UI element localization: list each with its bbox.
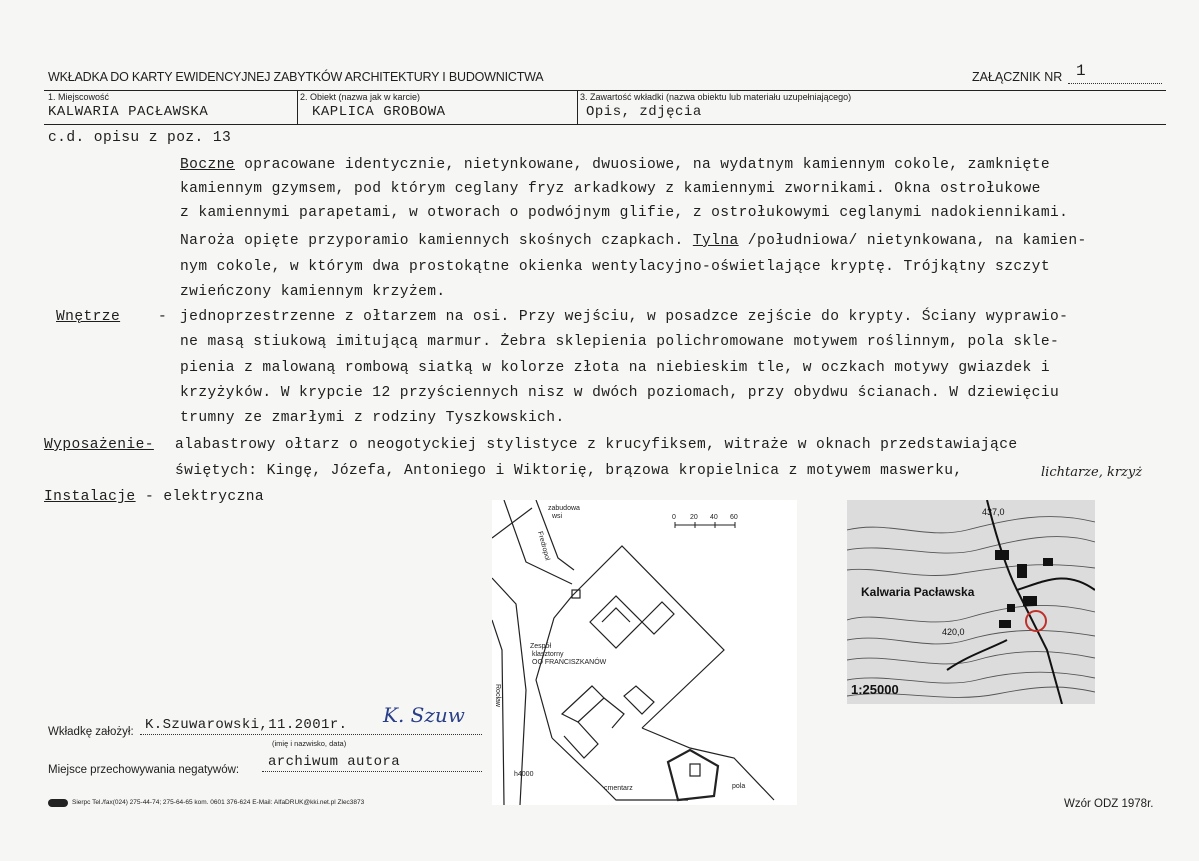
- created-by-label: Wkładkę założył:: [48, 726, 134, 738]
- object-value: KAPLICA GROBOWA: [312, 104, 446, 120]
- map-scale: 1:25000: [851, 682, 899, 697]
- wnetrze-line-3: pienia z malowaną rombową siatką w kolorze złota na niebieskim tle, w oczkach motywy gwiazdek i: [180, 360, 1050, 376]
- map-place-name: Kalwaria Pacławska: [861, 585, 975, 599]
- storage-value: archiwum autora: [268, 754, 401, 770]
- plan-scale-label: 20: [690, 514, 698, 521]
- field-box-bottom-line: [44, 124, 1166, 125]
- printer-logo-icon: [48, 799, 68, 807]
- map-building: [999, 620, 1011, 628]
- handwritten-addition: lichtarze, krzyż: [1041, 465, 1143, 480]
- plan-scale-label: 0: [672, 514, 676, 521]
- wyposazenie-line-1: alabastrowy ołtarz o neogotyckiej stylistyce z krucyfiksem, witraże w oknach przedstawiające: [175, 437, 1018, 453]
- created-by-value: K.Szuwarowski,11.2001r.: [145, 717, 348, 733]
- author-signature: K. Szuw: [383, 703, 465, 727]
- wnetrze-line-4: krzyżyków. W krypcie 12 przyściennych nisz w dwóch poziomach, przy obydwu ścianach. W dziewięciu: [180, 385, 1060, 401]
- plan-label-road-left: Rocław: [494, 684, 501, 707]
- boczne-text-1: opracowane identycznie, nietynkowane, dwuosiowe, na wydatnym kamiennym cokole, zamknięte: [234, 157, 1050, 173]
- object-label: 2. Obiekt (nazwa jak w karcie): [300, 92, 421, 102]
- attachment-dotted-line: [1068, 83, 1162, 84]
- wnetrze-line-1: jednoprzestrzenne z ołtarzem na osi. Przy wejściu, w posadzce zejście do krypty. Ściany wyprawio-: [180, 309, 1069, 325]
- storage-dotted-line: [262, 771, 482, 772]
- content-value: Opis, zdjęcia: [586, 104, 702, 120]
- plan-label-zabudowa: zabudowa: [548, 505, 580, 512]
- map-building: [995, 550, 1009, 560]
- tylna-heading: Tylna: [692, 233, 739, 249]
- plan-label-klasztorny: klasztorny: [532, 651, 564, 658]
- plan-label-wsi: wsi: [552, 513, 563, 520]
- boczne-line-1: [180, 157, 1050, 173]
- field-box-top-line: [44, 90, 1166, 91]
- field-divider-2: [577, 90, 578, 124]
- wnetrze-line-2: ne masą stiukową imitującą marmur. Żebra sklepienia polichromowane motywem roślinnym, pola skle-: [180, 334, 1060, 350]
- wnetrze-heading: Wnętrze: [56, 309, 121, 325]
- map-building: [1043, 558, 1053, 566]
- site-plan: [492, 500, 797, 805]
- plan-label-oo: OO FRANCISZKANÓW: [532, 659, 607, 666]
- intro-line: c.d. opisu z poz. 13: [48, 130, 232, 146]
- boczne-text-4a: Naroża opięte przyporamio kamiennych skośnych czapkach.: [180, 233, 693, 249]
- boczne-line-2: kamiennym gzymsem, pod którym ceglany fryz arkadkowy z kamiennymi zwornikami. Okna ostrołukowe: [180, 181, 1041, 197]
- locality-label: 1. Miejscowość: [48, 92, 110, 102]
- plan-label-zespol: Zespół: [530, 643, 552, 650]
- plan-label-h4000: h4000: [514, 771, 534, 778]
- printer-info: Sierpc Tel./fax(024) 275-44-74; 275-64-65 kom. 0601 376-624 E-Mail: AlfaDRUK@kki.net.pl Zlec3873: [72, 799, 365, 806]
- attachment-label: ZAŁĄCZNIK NR: [972, 70, 1063, 84]
- field-divider-1: [297, 90, 298, 124]
- topographic-map: [847, 500, 1095, 704]
- plan-label-cmentarz: cmentarz: [604, 785, 633, 792]
- boczne-line-6: zwieńczony kamiennym krzyżem.: [180, 284, 446, 300]
- boczne-heading: Boczne: [180, 157, 235, 173]
- locality-value: KALWARIA PACŁAWSKA: [48, 104, 209, 120]
- boczne-line-4: [180, 233, 1087, 249]
- storage-label: Miejsce przechowywania negatywów:: [48, 764, 240, 776]
- wnetrze-line-5: trumny ze zmarłymi z rodziny Tyszkowskich.: [180, 410, 565, 426]
- created-by-hint: (imię i nazwisko, data): [272, 739, 347, 748]
- boczne-line-5: nym cokole, w którym dwa prostokątne okienka wentylacyjno-oświetlające kryptę. Trójkątny szczyt: [180, 259, 1050, 275]
- plan-scale-label: 60: [730, 514, 738, 521]
- wnetrze-dash: -: [158, 309, 168, 325]
- instalacje-heading: Instalacje: [44, 489, 136, 505]
- wyposazenie-line-2: świętych: Kingę, Józefa, Antoniego i Wiktorię, brązowa kropielnica z motywem maswerku,: [175, 463, 963, 479]
- map-elevation-top: 437,0: [982, 507, 1005, 517]
- created-by-dotted-line: [140, 734, 482, 735]
- plan-label-pola: pola: [732, 783, 746, 790]
- plan-label-road-top: Fredropol: [536, 530, 551, 562]
- plan-scale-label: 40: [710, 514, 718, 521]
- content-label: 3. Zawartość wkładki (nazwa obiektu lub materiału uzupełniającego): [580, 92, 852, 102]
- map-background: [847, 500, 1095, 704]
- form-title: WKŁADKA DO KARTY EWIDENCYJNEJ ZABYTKÓW ARCHITEKTURY I BUDOWNICTWA: [48, 70, 544, 84]
- form-model: Wzór ODZ 1978r.: [1064, 798, 1154, 810]
- attachment-number: 1: [1076, 62, 1086, 80]
- wyposazenie-heading: Wyposażenie-: [44, 437, 154, 453]
- map-building: [1023, 596, 1037, 606]
- map-building: [1007, 604, 1015, 612]
- map-building: [1017, 564, 1027, 578]
- map-elevation-mid: 420,0: [942, 627, 965, 637]
- boczne-line-3: z kamiennymi parapetami, w otworach o podwójnym glifie, z ostrołukowymi ceglanymi nadokiennikami.: [180, 205, 1069, 221]
- instalacje-text: - elektryczna: [145, 489, 265, 505]
- boczne-text-4b: /południowa/ nietynkowana, na kamien-: [738, 233, 1087, 249]
